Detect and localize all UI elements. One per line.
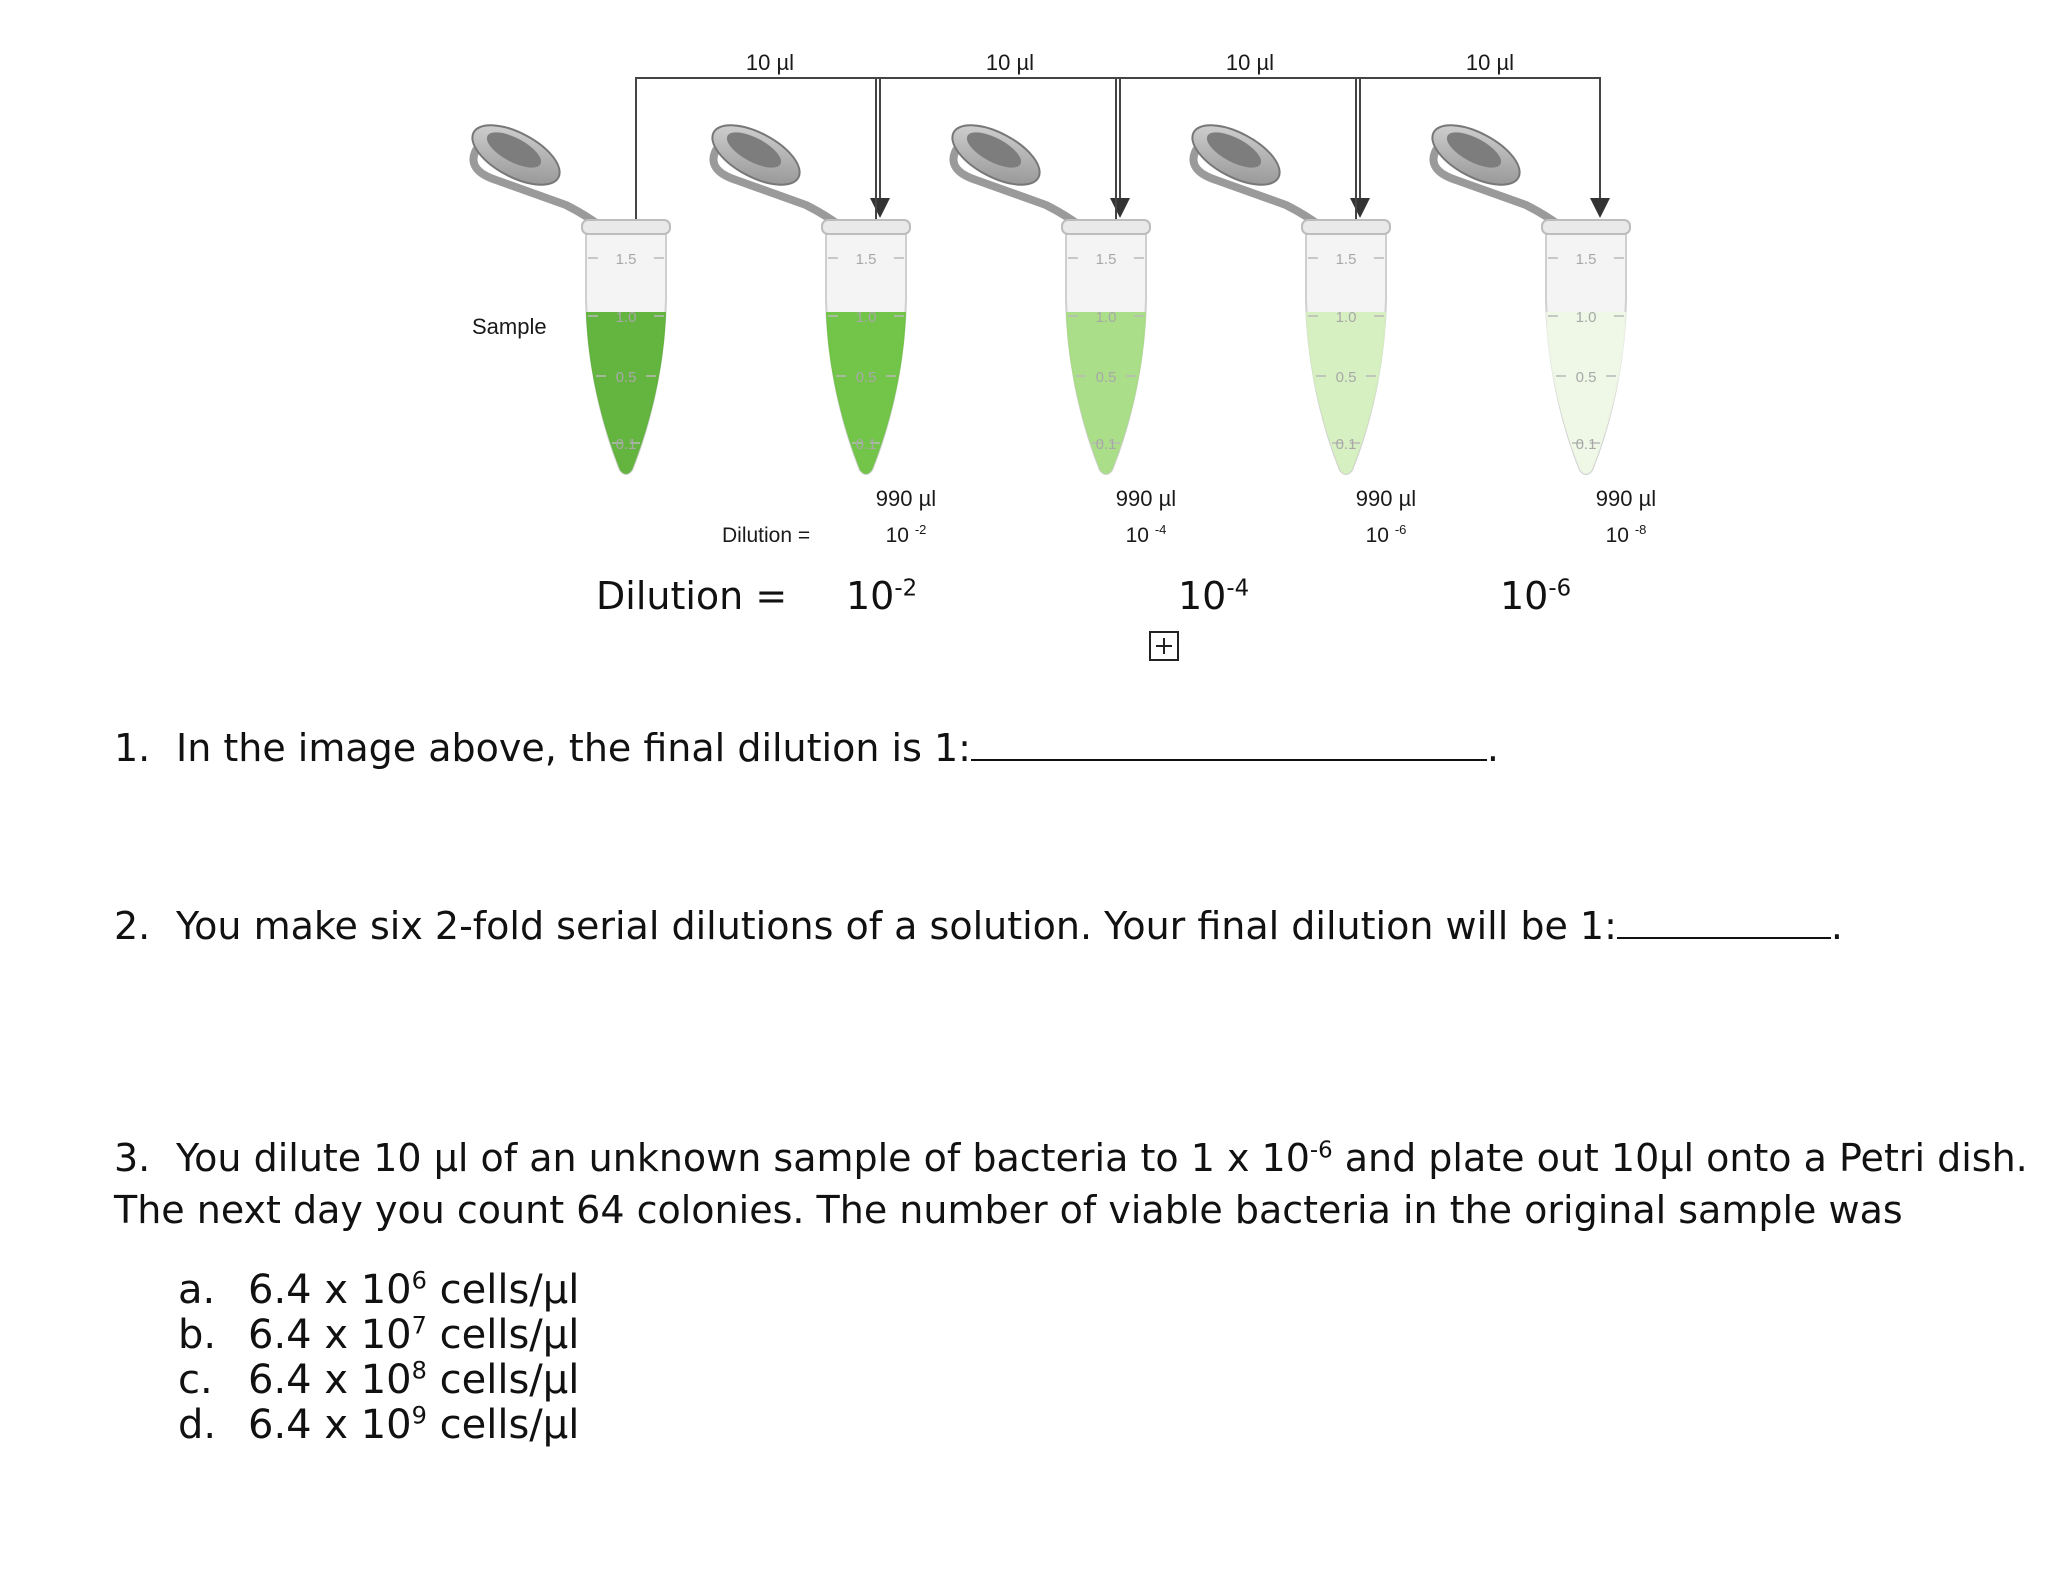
question-3-line-2: The next day you count 64 colonies. The number of viable bacteria in the original sample was: [114, 1188, 1903, 1232]
question-1: 1. In the image above, the final dilution is 1: .: [114, 722, 1499, 774]
graduation-label: 0.1: [855, 436, 877, 453]
dilution-value-1: $10^{-2}$: [846, 574, 918, 618]
question-3-options: [178, 1268, 579, 1448]
question-1-answer-blank[interactable]: [971, 725, 1487, 761]
dilution-value-2: $10^{-4}$: [1178, 574, 1250, 618]
tube-3: [943, 113, 1176, 547]
tube-4: [1183, 113, 1416, 547]
graduation-label: 0.1: [1575, 436, 1597, 453]
graduation-label: 1.5: [1575, 251, 1597, 268]
question-2-number: 2.: [114, 904, 151, 948]
option-c[interactable]: c. 6.4 x $10^8$ cells/µl: [178, 1356, 580, 1403]
tube-rim: [822, 220, 910, 234]
tube-row: [463, 113, 1656, 547]
question-3: 3. You dilute 10 µl of an unknown sample of bacteria to 1 x $10^{-6}$ and plate out 10µl onto a Petri dish.: [114, 1132, 2028, 1184]
tube-dilution-label: 10 $^{-6}$: [1365, 522, 1407, 547]
tube-rim: [1542, 220, 1630, 234]
sample-label: Sample: [472, 314, 547, 339]
graduation-label: 1.0: [615, 309, 637, 326]
tube-rim: [1302, 220, 1390, 234]
transfer-volume-label: 10 µl: [985, 50, 1035, 75]
dilution-row-label: Dilution =: [596, 574, 788, 618]
question-2-answer-blank[interactable]: [1617, 903, 1831, 939]
tube-dilution-label: 10 $^{-2}$: [885, 522, 927, 547]
graduation-label: 1.0: [1575, 309, 1597, 326]
option-a[interactable]: a. 6.4 x $10^6$ cells/µl: [178, 1266, 580, 1313]
graduation-label: 1.5: [1095, 251, 1117, 268]
graduation-label: 1.0: [1095, 309, 1117, 326]
tube-dilution-label: 10 $^{-8}$: [1605, 522, 1647, 547]
graduation-label: 0.5: [1575, 369, 1597, 386]
tube-volume-label: 990 µl: [1115, 486, 1177, 511]
graduation-label: 1.5: [1335, 251, 1357, 268]
tube-1: [463, 113, 670, 474]
question-2: 2. You make six 2-fold serial dilutions of a solution. Your final dilution will be 1: .: [114, 900, 1843, 952]
tube-2: [703, 113, 936, 547]
option-b[interactable]: b. 6.4 x $10^7$ cells/µl: [178, 1311, 580, 1358]
tube-volume-label: 990 µl: [1355, 486, 1417, 511]
transfer-volume-label: 10 µl: [745, 50, 795, 75]
graduation-label: 0.5: [855, 369, 877, 386]
transfer-volume-label: 10 µl: [1225, 50, 1275, 75]
graduation-label: 1.0: [855, 309, 877, 326]
graduation-label: 0.5: [615, 369, 637, 386]
graduation-label: 1.0: [1335, 309, 1357, 326]
graduation-label: 0.5: [1335, 369, 1357, 386]
tube-dilution-label: 10 $^{-4}$: [1125, 522, 1167, 547]
graduation-label: 1.5: [615, 251, 637, 268]
question-3-number: 3.: [114, 1136, 151, 1180]
question-1-number: 1.: [114, 726, 151, 770]
tube-rim: [1062, 220, 1150, 234]
option-d[interactable]: d. 6.4 x $10^9$ cells/µl: [178, 1401, 580, 1448]
graduation-label: 0.1: [1335, 436, 1357, 453]
tube-volume-label: 990 µl: [875, 486, 937, 511]
tube-5: [1423, 113, 1656, 547]
graduation-label: 0.5: [1095, 369, 1117, 386]
figure-dilution-label: Dilution =: [722, 524, 811, 547]
dilution-value-3: $10^{-6}$: [1500, 574, 1572, 618]
question-1-text: In the image above, the final dilution is 1:: [176, 726, 971, 770]
expand-plus-icon[interactable]: [1149, 631, 1179, 661]
graduation-label: 1.5: [855, 251, 877, 268]
tube-rim: [582, 220, 670, 234]
question-2-text: You make six 2-fold serial dilutions of a solution. Your final dilution will be 1:: [176, 904, 1617, 948]
transfer-volume-label: 10 µl: [1465, 50, 1515, 75]
graduation-label: 0.1: [615, 436, 637, 453]
tube-volume-label: 990 µl: [1595, 486, 1657, 511]
graduation-label: 0.1: [1095, 436, 1117, 453]
serial-dilution-figure: [0, 0, 2046, 700]
